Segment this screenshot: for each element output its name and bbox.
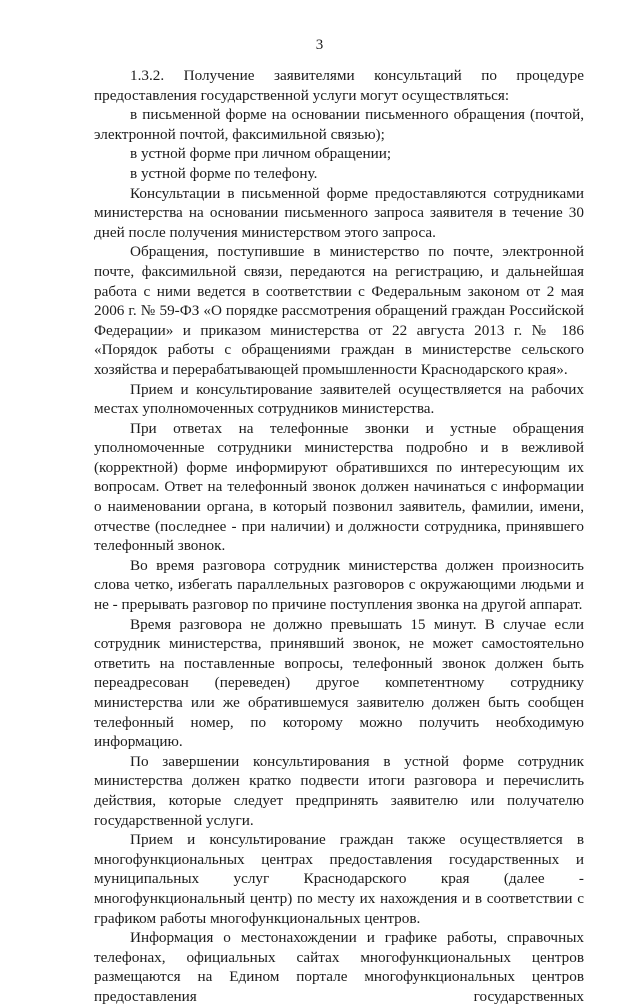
document-body	[94, 66, 584, 1007]
paragraph-consultation-procedure: 1.3.2. Получение заявителями консультаций по процедуре предоставления государственной услуги могут осуществляться:	[94, 67, 584, 104]
paragraph-consultation-end: По завершении консультирования в устной форме сотрудник министерства должен кратко подвести итоги разговора и перечислить действия, которые следует предпринять заявителю или получателю государственной услуги.	[94, 752, 584, 829]
paragraph-oral-phone: в устной форме по телефону.	[130, 164, 318, 182]
paragraph-phone-answers: При ответах на телефонные звонки и устные обращения уполномоченные сотрудники министерства подробно и в вежливой (корректной) форме информируют обратившихся по интересующим их вопросам. Ответ на телефонный звонок должен начинаться с информации о наименовании органа, в который позвонил заявитель, фамилии, имени, отчестве (последнее - при наличии) и должности сотрудника, принявшего телефонный звонок.	[94, 419, 584, 555]
paragraph-mfc-information: Информация о местонахождении и графике работы, справочных телефонах, официальных сайтах многофункциональных центров размещаются на Едином портале многофункциональных центров предоставления государственных	[94, 929, 584, 1005]
page-number: 3	[315, 37, 324, 53]
paragraph-mfc-reception: Прием и консультирование граждан также осуществляется в многофункциональных центрах предоставления государственных и муниципальных услуг Краснодарского края (далее - многофункциональный центр) по месту их нахождения и в соответствии с графиком работы многофункциональных центров.	[94, 831, 584, 927]
paragraph-conversation-time: Время разговора не должно превышать 15 минут. В случае если сотрудник министерства, принявший звонок, не может самостоятельно ответить на поставленные вопросы, телефонный звонок должен быть переадресован (переведен) другое компетентному сотруднику министерства или же обратившемуся заявителю должен быть сообщен телефонный номер, по которому можно получить необходимую информацию.	[94, 615, 584, 751]
paragraph-oral-personal: в устной форме при личном обращении;	[130, 145, 392, 163]
paragraph-reception-workplaces: Прием и консультирование заявителей осуществляется на рабочих местах уполномоченных сотрудников министерства.	[94, 380, 584, 418]
paragraph-conversation-rules: Во время разговора сотрудник министерства должен произносить слова четко, избегать параллельных разговоров с окружающими людьми и не - прерывать разговор по причине поступления звонка на другой аппарат.	[94, 556, 584, 614]
paragraph-appeals-registration: Обращения, поступившие в министерство по почте, электронной почте, факсимильной связи, передаются на регистрацию, и дальнейшая работа с ними ведется в соответствии с Федеральным законом от 2 мая 2006 г. № 59-ФЗ «О порядке рассмотрения обращений граждан Российской Федерации» и приказом министерства от 22 августа 2013 г. № 186 «Порядок работы с обращениями граждан в министерстве сельского хозяйства и перерабатывающей промышленности Краснодарского края».	[94, 243, 584, 378]
paragraph-written-consultations: Консультации в письменной форме предоставляются сотрудниками министерства на основании письменного запроса заявителя в течение 30 дней после получения министерством этого запроса.	[94, 184, 584, 241]
paragraph-written-form: в письменной форме на основании письменного обращения (почтой, электронной почтой, факсимильной связью);	[94, 106, 584, 143]
